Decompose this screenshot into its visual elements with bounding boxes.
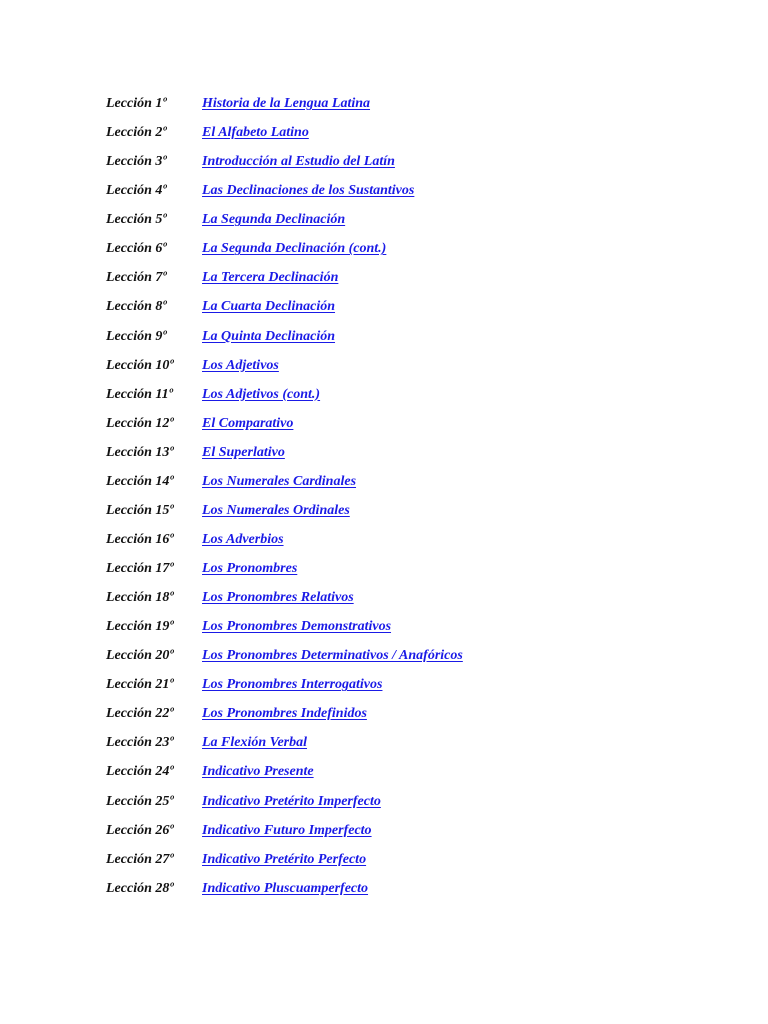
lesson-link[interactable]: Los Pronombres Determinativos / Anafóricos (202, 648, 463, 664)
lesson-link[interactable]: Los Numerales Ordinales (202, 502, 350, 518)
lesson-row (106, 881, 463, 910)
lesson-row (106, 503, 463, 532)
lesson-row (106, 648, 463, 677)
lesson-row (106, 474, 463, 503)
lesson-row (106, 329, 463, 358)
lesson-number: Lección 1º (106, 96, 167, 111)
lesson-link[interactable]: La Cuarta Declinación (202, 299, 336, 315)
lesson-row (106, 154, 463, 183)
lesson-number: Lección 12º (106, 415, 174, 431)
lesson-number: Lección 13º (106, 444, 174, 460)
lesson-row (106, 823, 463, 852)
lesson-link[interactable]: Indicativo Pretérito Perfecto (202, 851, 367, 867)
lesson-row (106, 416, 463, 445)
lesson-link[interactable]: La Segunda Declinación (202, 212, 346, 228)
lesson-row (106, 445, 463, 474)
lesson-row (106, 852, 463, 881)
lesson-link[interactable]: El Superlativo (202, 444, 285, 460)
lesson-row (106, 561, 463, 590)
lesson-row (106, 794, 463, 823)
lesson-link[interactable]: Los Adjetivos (cont.) (202, 386, 321, 402)
lesson-number: Lección 21º (106, 677, 174, 693)
lesson-row (106, 299, 463, 328)
lesson-number: Lección 11º (106, 386, 173, 402)
lesson-link[interactable]: Los Pronombres Demonstrativos (202, 619, 392, 635)
lesson-link[interactable]: Indicativo Presente (202, 764, 314, 780)
lesson-row (106, 241, 463, 270)
lesson-row (106, 735, 463, 764)
lesson-link[interactable]: Indicativo Futuro Imperfecto (202, 822, 372, 838)
lesson-number: Lección 26º (106, 822, 174, 838)
lesson-link[interactable]: La Flexión Verbal (202, 735, 308, 751)
lesson-link[interactable]: La Tercera Declinación (202, 270, 339, 286)
lesson-row (106, 212, 463, 241)
lesson-number: Lección 15º (106, 502, 174, 518)
lesson-row (106, 270, 463, 299)
lesson-number: Lección 17º (106, 561, 174, 576)
lesson-row (106, 183, 463, 212)
lesson-number: Lección 10º (106, 357, 174, 373)
lesson-list (106, 96, 463, 910)
lesson-number: Lección 25º (106, 793, 174, 809)
lesson-number: Lección 4º (106, 183, 167, 199)
lesson-link[interactable]: Los Pronombres Relativos (202, 590, 354, 606)
lesson-link[interactable]: El Comparativo (202, 415, 294, 431)
lesson-link[interactable]: Indicativo Pluscuamperfecto (202, 880, 369, 896)
lesson-link[interactable]: Los Numerales Cardinales (202, 473, 357, 489)
lesson-link[interactable]: Las Declinaciones de los Sustantivos (202, 183, 415, 199)
lesson-number: Lección 27º (106, 851, 174, 867)
lesson-link[interactable]: Los Pronombres Indefinidos (202, 706, 367, 722)
lesson-number: Lección 5º (106, 212, 167, 228)
lesson-row (106, 590, 463, 619)
lesson-number: Lección 8º (106, 299, 167, 315)
lesson-number: Lección 2º (106, 125, 167, 141)
lesson-row (106, 764, 463, 793)
lesson-link[interactable]: La Quinta Declinación (202, 328, 336, 344)
lesson-link[interactable]: Indicativo Pretérito Imperfecto (202, 793, 381, 809)
lesson-link[interactable]: Los Pronombres (202, 561, 298, 576)
lesson-link[interactable]: El Alfabeto Latino (202, 125, 309, 141)
lesson-row (106, 677, 463, 706)
lesson-number: Lección 16º (106, 531, 174, 547)
lesson-row (106, 619, 463, 648)
lesson-number: Lección 18º (106, 590, 174, 606)
lesson-number: Lección 3º (106, 154, 167, 170)
lesson-link[interactable]: La Segunda Declinación (cont.) (202, 241, 387, 257)
lesson-row (106, 387, 463, 416)
lesson-number: Lección 22º (106, 706, 174, 722)
lesson-link[interactable]: Los Pronombres Interrogativos (202, 677, 383, 693)
lesson-number: Lección 19º (106, 619, 174, 635)
lesson-row (106, 125, 463, 154)
lesson-number: Lección 7º (106, 270, 167, 286)
lesson-number: Lección 14º (106, 473, 174, 489)
lesson-link[interactable]: Historia de la Lengua Latina (202, 96, 371, 111)
lesson-number: Lección 9º (106, 328, 167, 344)
lesson-number: Lección 23º (106, 735, 174, 751)
lesson-number: Lección 20º (106, 648, 174, 664)
lesson-link[interactable]: Introducción al Estudio del Latín (202, 154, 395, 170)
lesson-number: Lección 6º (106, 241, 167, 257)
lesson-row (106, 358, 463, 387)
lesson-row (106, 532, 463, 561)
lesson-number: Lección 24º (106, 764, 174, 780)
lesson-link[interactable]: Los Adverbios (202, 531, 284, 547)
lesson-link[interactable]: Los Adjetivos (202, 357, 279, 373)
lesson-number: Lección 28º (106, 880, 174, 896)
lesson-row (106, 706, 463, 735)
lesson-row (106, 96, 463, 125)
